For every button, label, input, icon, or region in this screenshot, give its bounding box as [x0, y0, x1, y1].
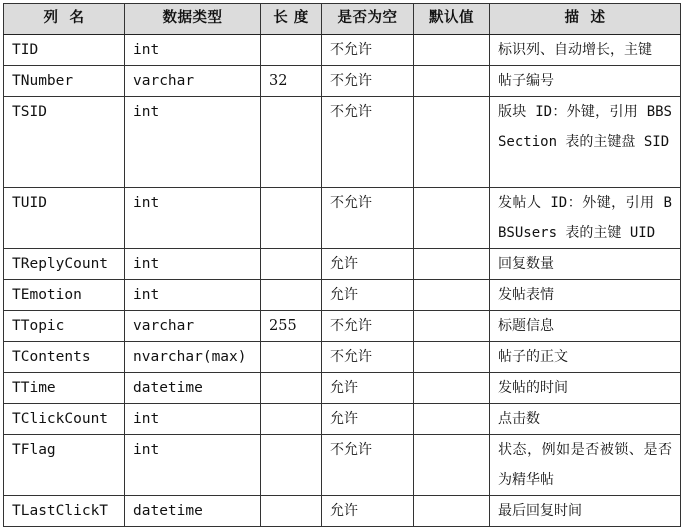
cell-column-name: TClickCount [4, 404, 125, 435]
cell-data-type: int [125, 188, 261, 249]
cell-data-type: int [125, 280, 261, 311]
cell-description: 标题信息 [490, 311, 681, 342]
table-row [4, 249, 681, 280]
table-container [3, 3, 680, 527]
header-default: 默认值 [414, 4, 490, 35]
cell-column-name: TReplyCount [4, 249, 125, 280]
cell-description: 发帖人 ID：外键，引用 BBSUsers 表的主键 UID [490, 188, 681, 249]
cell-column-name: TNumber [4, 66, 125, 97]
cell-length: 32 [261, 66, 322, 97]
header-data-type: 数据类型 [125, 4, 261, 35]
cell-data-type: nvarchar(max) [125, 342, 261, 373]
cell-default [414, 373, 490, 404]
cell-data-type: varchar [125, 66, 261, 97]
cell-nullable: 允许 [322, 496, 414, 527]
cell-data-type: int [125, 404, 261, 435]
cell-description: 发帖的时间 [490, 373, 681, 404]
cell-description: 版块 ID：外键，引用 BBSSection 表的主键盘 SID [490, 97, 681, 188]
cell-data-type: int [125, 35, 261, 66]
cell-length [261, 404, 322, 435]
cell-column-name: TEmotion [4, 280, 125, 311]
cell-length [261, 97, 322, 188]
cell-description: 帖子编号 [490, 66, 681, 97]
cell-default [414, 404, 490, 435]
cell-default [414, 496, 490, 527]
cell-nullable: 不允许 [322, 342, 414, 373]
cell-column-name: TUID [4, 188, 125, 249]
header-length: 长 度 [261, 4, 322, 35]
cell-length [261, 249, 322, 280]
cell-description: 状态，例如是否被锁、是否为精华帖 [490, 435, 681, 496]
header-column-name: 列 名 [4, 4, 125, 35]
cell-length [261, 342, 322, 373]
table-row [4, 66, 681, 97]
cell-default [414, 66, 490, 97]
header-row [4, 4, 681, 35]
cell-description: 回复数量 [490, 249, 681, 280]
cell-column-name: TSID [4, 97, 125, 188]
cell-data-type: int [125, 435, 261, 496]
cell-nullable: 不允许 [322, 435, 414, 496]
cell-nullable: 不允许 [322, 35, 414, 66]
cell-nullable: 允许 [322, 373, 414, 404]
cell-default [414, 435, 490, 496]
cell-default [414, 35, 490, 66]
cell-description: 标识列、自动增长，主键 [490, 35, 681, 66]
cell-nullable: 不允许 [322, 188, 414, 249]
cell-column-name: TFlag [4, 435, 125, 496]
table-row [4, 280, 681, 311]
table-row [4, 35, 681, 66]
cell-nullable: 不允许 [322, 97, 414, 188]
cell-length: 255 [261, 311, 322, 342]
cell-length [261, 35, 322, 66]
table-row [4, 373, 681, 404]
cell-nullable: 不允许 [322, 311, 414, 342]
schema-table [3, 3, 681, 527]
table-row [4, 435, 681, 496]
cell-default [414, 188, 490, 249]
cell-nullable: 允许 [322, 249, 414, 280]
cell-length [261, 188, 322, 249]
cell-default [414, 280, 490, 311]
table-row [4, 97, 681, 188]
cell-default [414, 342, 490, 373]
cell-column-name: TTime [4, 373, 125, 404]
cell-default [414, 311, 490, 342]
cell-column-name: TTopic [4, 311, 125, 342]
header-description: 描 述 [490, 4, 681, 35]
table-row [4, 404, 681, 435]
cell-default [414, 97, 490, 188]
table-row [4, 188, 681, 249]
cell-default [414, 249, 490, 280]
table-row [4, 342, 681, 373]
cell-length [261, 435, 322, 496]
cell-nullable: 允许 [322, 280, 414, 311]
cell-nullable: 允许 [322, 404, 414, 435]
cell-data-type: datetime [125, 496, 261, 527]
header-nullable: 是否为空 [322, 4, 414, 35]
cell-description: 发帖表情 [490, 280, 681, 311]
cell-description: 帖子的正文 [490, 342, 681, 373]
cell-nullable: 不允许 [322, 66, 414, 97]
cell-length [261, 373, 322, 404]
cell-column-name: TLastClickT [4, 496, 125, 527]
cell-length [261, 280, 322, 311]
cell-data-type: varchar [125, 311, 261, 342]
cell-description: 点击数 [490, 404, 681, 435]
cell-data-type: int [125, 249, 261, 280]
cell-column-name: TContents [4, 342, 125, 373]
cell-length [261, 496, 322, 527]
table-row [4, 311, 681, 342]
table-row [4, 496, 681, 527]
cell-data-type: int [125, 97, 261, 188]
cell-description: 最后回复时间 [490, 496, 681, 527]
cell-data-type: datetime [125, 373, 261, 404]
cell-column-name: TID [4, 35, 125, 66]
